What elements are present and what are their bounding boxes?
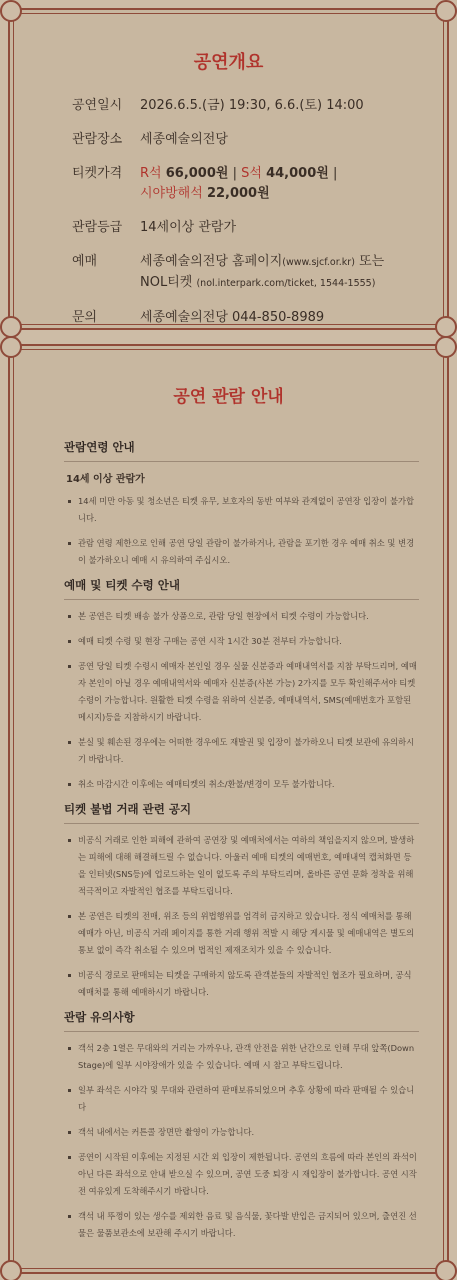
section-age	[64, 439, 419, 569]
list-item: 객석 내에서는 커튼콜 장면만 촬영이 가능합니다.	[64, 1124, 419, 1141]
list-item: 관람 연령 제한으로 인해 공연 당일 관람이 불가하거나, 관람을 포기한 경우 예매 취소 및 변경이 불가하오니 예매 시 유의하여 주십시오.	[64, 535, 419, 569]
list-item: 14세 미만 아동 및 청소년은 티켓 유무, 보호자의 동반 여부와 관계없이 공연장 입장이 불가합니다.	[64, 493, 419, 527]
list-item: 객석 2층 1열은 무대와의 거리는 가까우나, 관객 안전을 위한 난간으로 인해 무대 앞쪽(Down Stage)에 일부 시야장애가 있을 수 있습니다. 예매 시 참고 부탁드립니다.	[64, 1040, 419, 1074]
info-key: 공연일시	[72, 98, 123, 113]
corner-ornament	[435, 1260, 457, 1280]
price-s-label: S석	[241, 166, 262, 181]
price-s: 44,000원	[266, 166, 329, 181]
price-r: 66,000원	[165, 166, 229, 181]
booking-nol-url: (nol.interpark.com/ticket, 1544-1555)	[196, 278, 376, 289]
info-row-rating	[72, 218, 437, 238]
section-heading: 관람 유의사항	[64, 1009, 419, 1032]
info-row-price	[72, 164, 437, 204]
info-row-contact	[72, 308, 437, 328]
price-view-label: 시야방해석	[140, 186, 203, 201]
info-value: 14세이상 관람가	[140, 220, 237, 235]
list-item: 공연 당일 티켓 수령시 예매자 본인일 경우 실물 신분증과 예매내역서를 지참 부탁드리며, 예매자 본인이 아닐 경우 예매내역서와 예매자 신분증(사본 가능) 2가지를 모두 확인해주셔야 티켓 수령이 가능합니다. 원활한 티켓 수령을 위하여 신분증, 예매내역서, SMS(예매번호가 포함된 메시지)등을 지참하시기 바랍니다.	[64, 658, 419, 726]
corner-ornament	[0, 1260, 22, 1280]
list-item: 일부 좌석은 시야각 및 무대와 관련하여 판매보류되었으며 추후 상황에 따라 판매될 수 있습니다	[64, 1082, 419, 1116]
section-booking	[64, 577, 419, 793]
info-value: 2026.6.5.(금) 19:30, 6.6.(토) 14:00	[140, 98, 364, 113]
corner-ornament	[435, 336, 457, 358]
info-row-date	[72, 96, 437, 116]
booking-nol: NOL티켓	[140, 275, 193, 290]
info-key: 예매	[72, 254, 98, 269]
section-subheading: 14세 이상 관람가	[66, 474, 145, 485]
guide-title: 공연 관람 안내	[173, 387, 284, 407]
info-key: 티켓가격	[72, 166, 123, 181]
list-item: 객석 내 뚜껑이 있는 생수를 제외한 음료 및 음식물, 꽃다발 반입은 금지되어 있으며, 출연진 선물은 물품보관소에 보관해 주시기 바랍니다.	[64, 1208, 419, 1242]
list-item: 본 공연은 티켓 배송 불가 상품으로, 관람 당일 현장에서 티켓 수령이 가능합니다.	[64, 608, 419, 625]
list-item: 비공식 경로로 판매되는 티켓을 구매하지 않도록 관객분들의 자발적인 협조가 필요하며, 공식 예매처를 통해 예매하시기 바랍니다.	[64, 967, 419, 1001]
corner-ornament	[0, 0, 22, 22]
corner-ornament	[0, 336, 22, 358]
overview-info	[72, 96, 437, 342]
overview-title: 공연개요	[193, 52, 264, 73]
list-item: 취소 마감시간 이후에는 예매티켓의 취소/환불/변경이 모두 불가합니다.	[64, 776, 419, 793]
section-heading: 티켓 불법 거래 관련 공지	[64, 801, 419, 824]
booking-or: 또는	[359, 254, 385, 269]
list-item: 예매 티켓 수령 및 현장 구매는 공연 시작 1시간 30분 전부터 가능합니다.	[64, 633, 419, 650]
overview-panel	[8, 8, 449, 330]
list-item: 분실 및 훼손된 경우에는 어떠한 경우에도 재발권 및 입장이 불가하오니 티켓 보관에 유의하시기 바랍니다.	[64, 734, 419, 768]
corner-ornament	[435, 316, 457, 338]
booking-site: 세종예술의전당 홈페이지	[140, 254, 283, 269]
section-heading: 예매 및 티켓 수령 안내	[64, 577, 419, 600]
info-value: 세종예술의전당 044-850-8989	[140, 310, 325, 325]
list-item: 비공식 거래로 인한 피해에 관하여 공연장 및 예매처에서는 여하의 책임을지지 않으며, 발생하는 피해에 대해 해결해드릴 수 없습니다. 아울러 예매 티켓의 예매번호, 예매내역 캡쳐화면 등을 인터넷(SNS등)에 업로드하는 일이 없도록 주의 부탁드리며, 올바른 공연 문화 정착을 위해 적극적이고 자발적인 협조를 부탁드립니다.	[64, 832, 419, 900]
info-value	[140, 164, 437, 204]
info-row-booking	[72, 252, 437, 294]
info-value: 세종예술의전당	[140, 132, 228, 147]
guide-panel	[8, 344, 449, 1274]
section-notes	[64, 1009, 419, 1242]
price-view: 22,000원	[206, 186, 270, 201]
info-value	[140, 252, 437, 294]
section-heading: 관람연령 안내	[64, 439, 419, 462]
price-r-label: R석	[140, 166, 162, 181]
section-illegal-trade	[64, 801, 419, 1001]
info-row-venue	[72, 130, 437, 150]
info-key: 관람장소	[72, 132, 123, 147]
corner-ornament	[0, 316, 22, 338]
price-sep: |	[232, 166, 237, 181]
list-item: 본 공연은 티켓의 전매, 위조 등의 위법행위를 엄격히 금지하고 있습니다. 정식 예매처를 통해 예매가 아닌, 비공식 거래 페이지를 통한 거래 행위 적발 시 해당 게시물 및 예매내역은 별도의 통보 없이 즉각 취소될 수 있으며 법적인 제재조치가 있을 수 있습니다.	[64, 908, 419, 959]
info-key: 문의	[72, 310, 98, 325]
price-sep: |	[332, 166, 338, 181]
booking-site-url: (www.sjcf.or.kr)	[282, 257, 355, 268]
corner-ornament	[435, 0, 457, 22]
list-item: 공연이 시작된 이후에는 지정된 시간 외 입장이 제한됩니다. 공연의 흐름에 따라 본인의 좌석이 아닌 다른 좌석으로 안내 받으실 수 있으며, 공연 도중 퇴장 시 재입장이 불가합니다. 공연 시작 전 여유있게 도착해주시기 바랍니다.	[64, 1149, 419, 1200]
info-key: 관람등급	[72, 220, 123, 235]
